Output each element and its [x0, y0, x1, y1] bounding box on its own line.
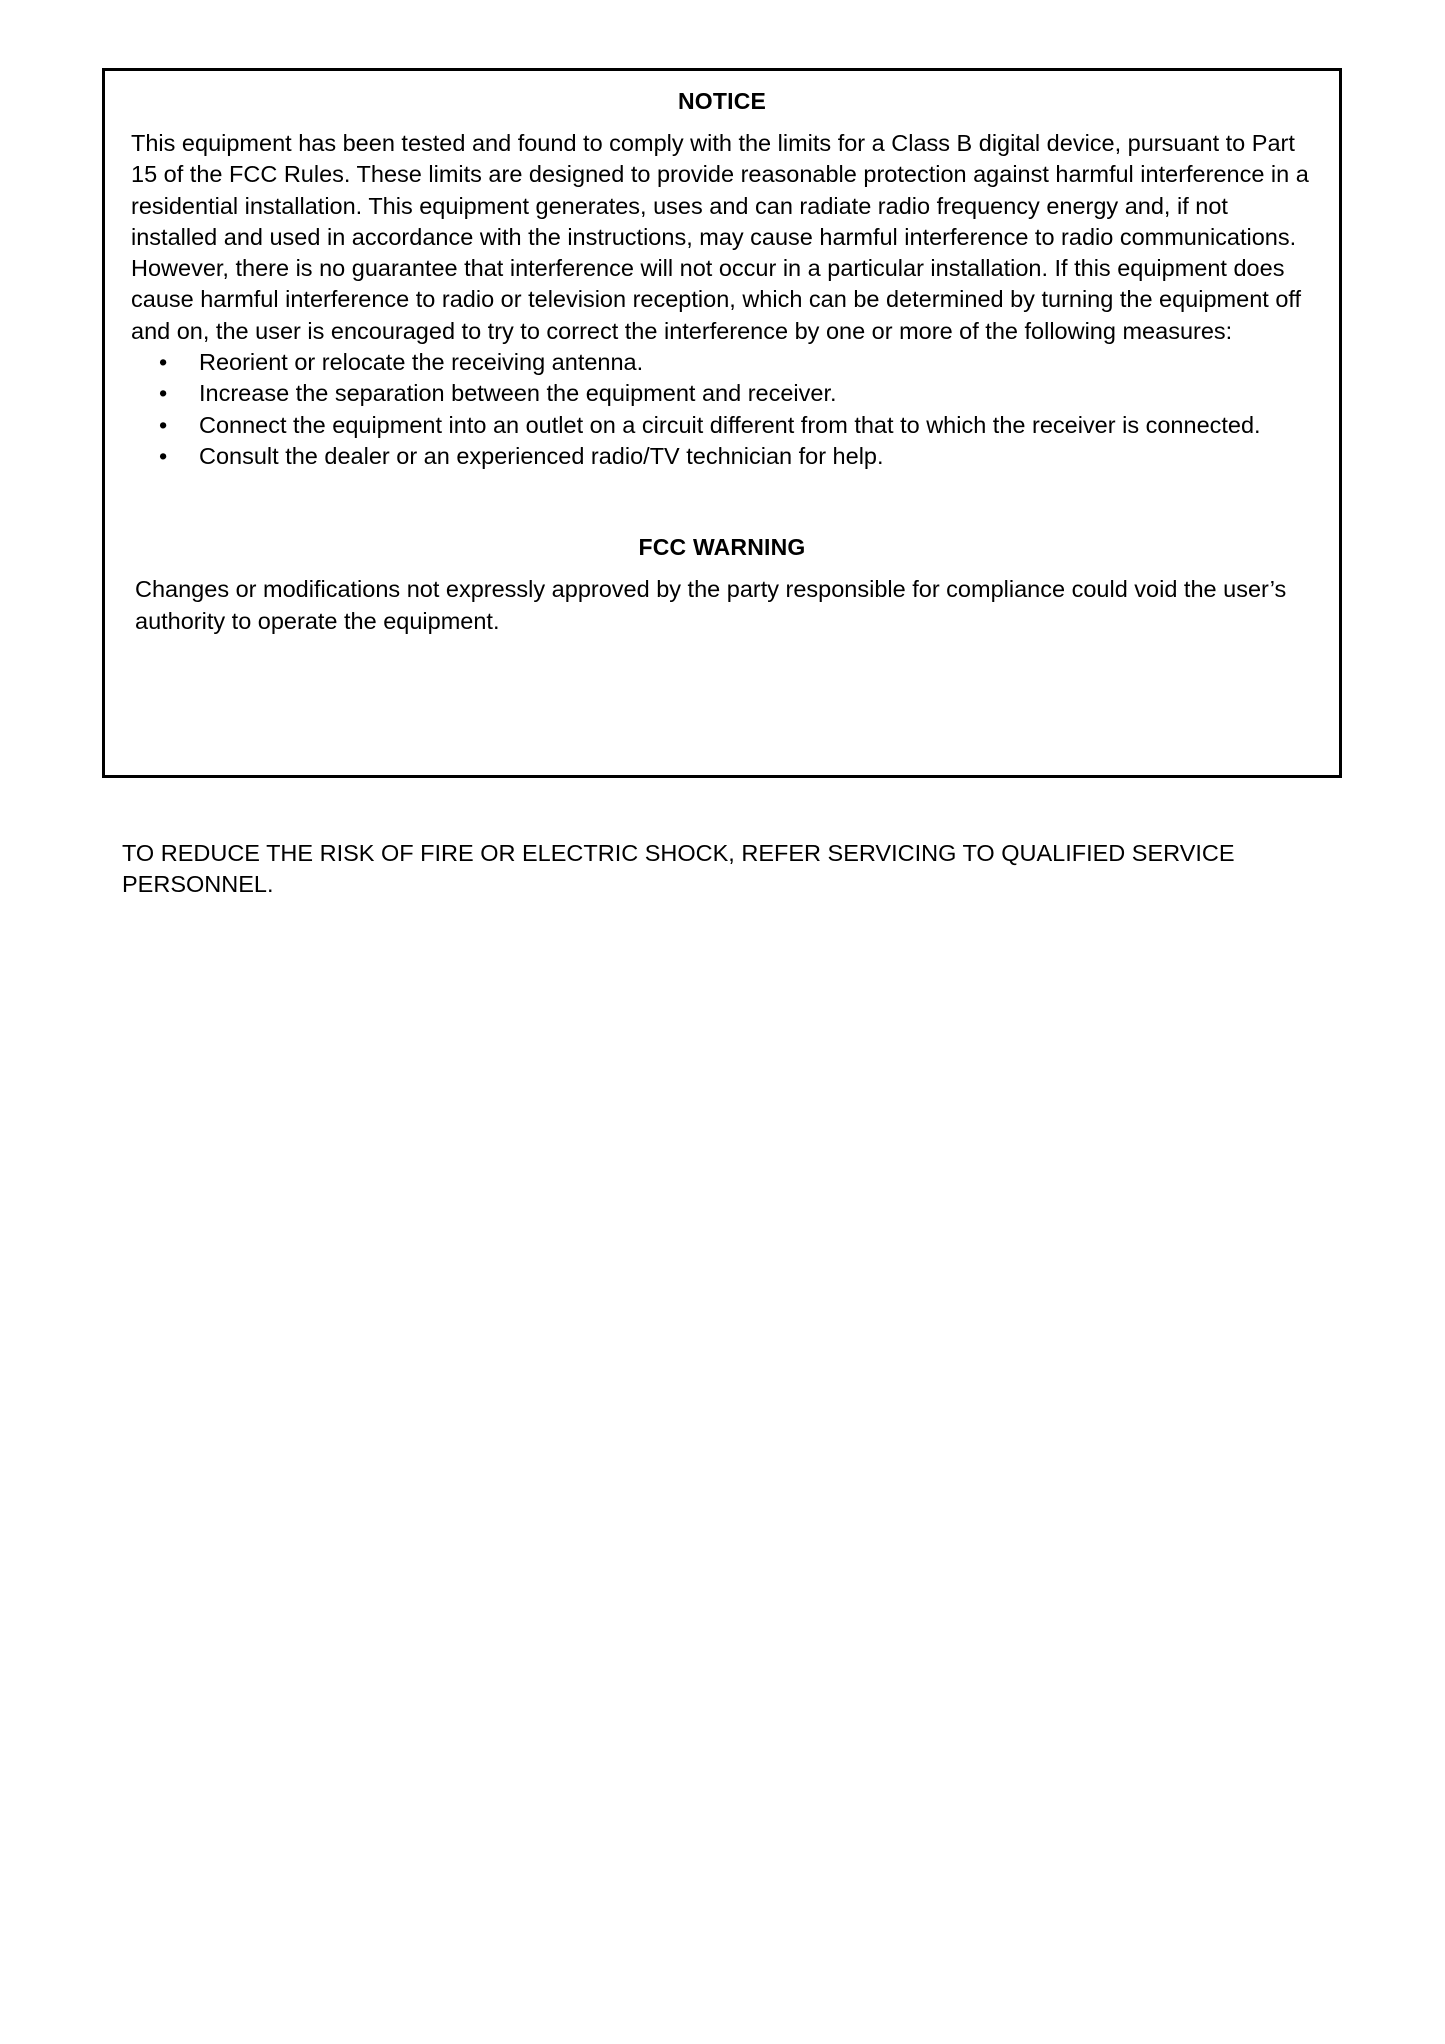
notice-box-content	[105, 88, 1339, 637]
notice-paragraph: This equipment has been tested and found to comply with the limits for a Class B digital device, pursuant to Part 15 of the FCC Rules. These limits are designed to provide reasonable protection against harmful interference in a residential installation. This equipment generates, uses and can radiate radio frequency energy and, if not installed and used in accordance with the instructions, may cause harmful interference to radio communications. However, there is no guarantee that interference will not occur in a particular installation. If this equipment does cause harmful interference to radio or television reception, which can be determined by turning the equipment off and on, the user is encouraged to try to correct the interference by one or more of the following measures:	[131, 130, 1309, 344]
list-item	[151, 378, 1313, 409]
fcc-warning-paragraph: Changes or modifications not expressly approved by the party responsible for compliance could void the user’s authority to operate the equipment.	[135, 576, 1287, 634]
bullet-dot-icon: •	[159, 380, 168, 407]
notice-bullet-list	[131, 347, 1313, 472]
bullet-dot-icon: •	[159, 349, 168, 376]
list-item	[151, 347, 1313, 378]
notice-box	[102, 68, 1342, 778]
section-spacer	[131, 472, 1313, 534]
notice-heading: NOTICE	[677, 88, 767, 114]
list-item-label: Reorient or relocate the receiving antenna.	[199, 349, 644, 376]
list-item-label: Consult the dealer or an experienced radio/TV technician for help.	[199, 442, 884, 469]
bullet-dot-icon: •	[159, 411, 168, 438]
servicing-footer-note: TO REDUCE THE RISK OF FIRE OR ELECTRIC SHOCK, REFER SERVICING TO QUALIFIED SERVICE PERSONNEL.	[122, 840, 1235, 898]
bullet-dot-icon: •	[159, 442, 168, 469]
list-item-label: Connect the equipment into an outlet on a circuit different from that to which the receiver is connected.	[199, 411, 1261, 438]
list-item	[151, 410, 1313, 441]
list-item-label: Increase the separation between the equipment and receiver.	[199, 380, 837, 407]
fcc-warning-heading: FCC WARNING	[638, 534, 806, 561]
list-item	[151, 441, 1313, 472]
